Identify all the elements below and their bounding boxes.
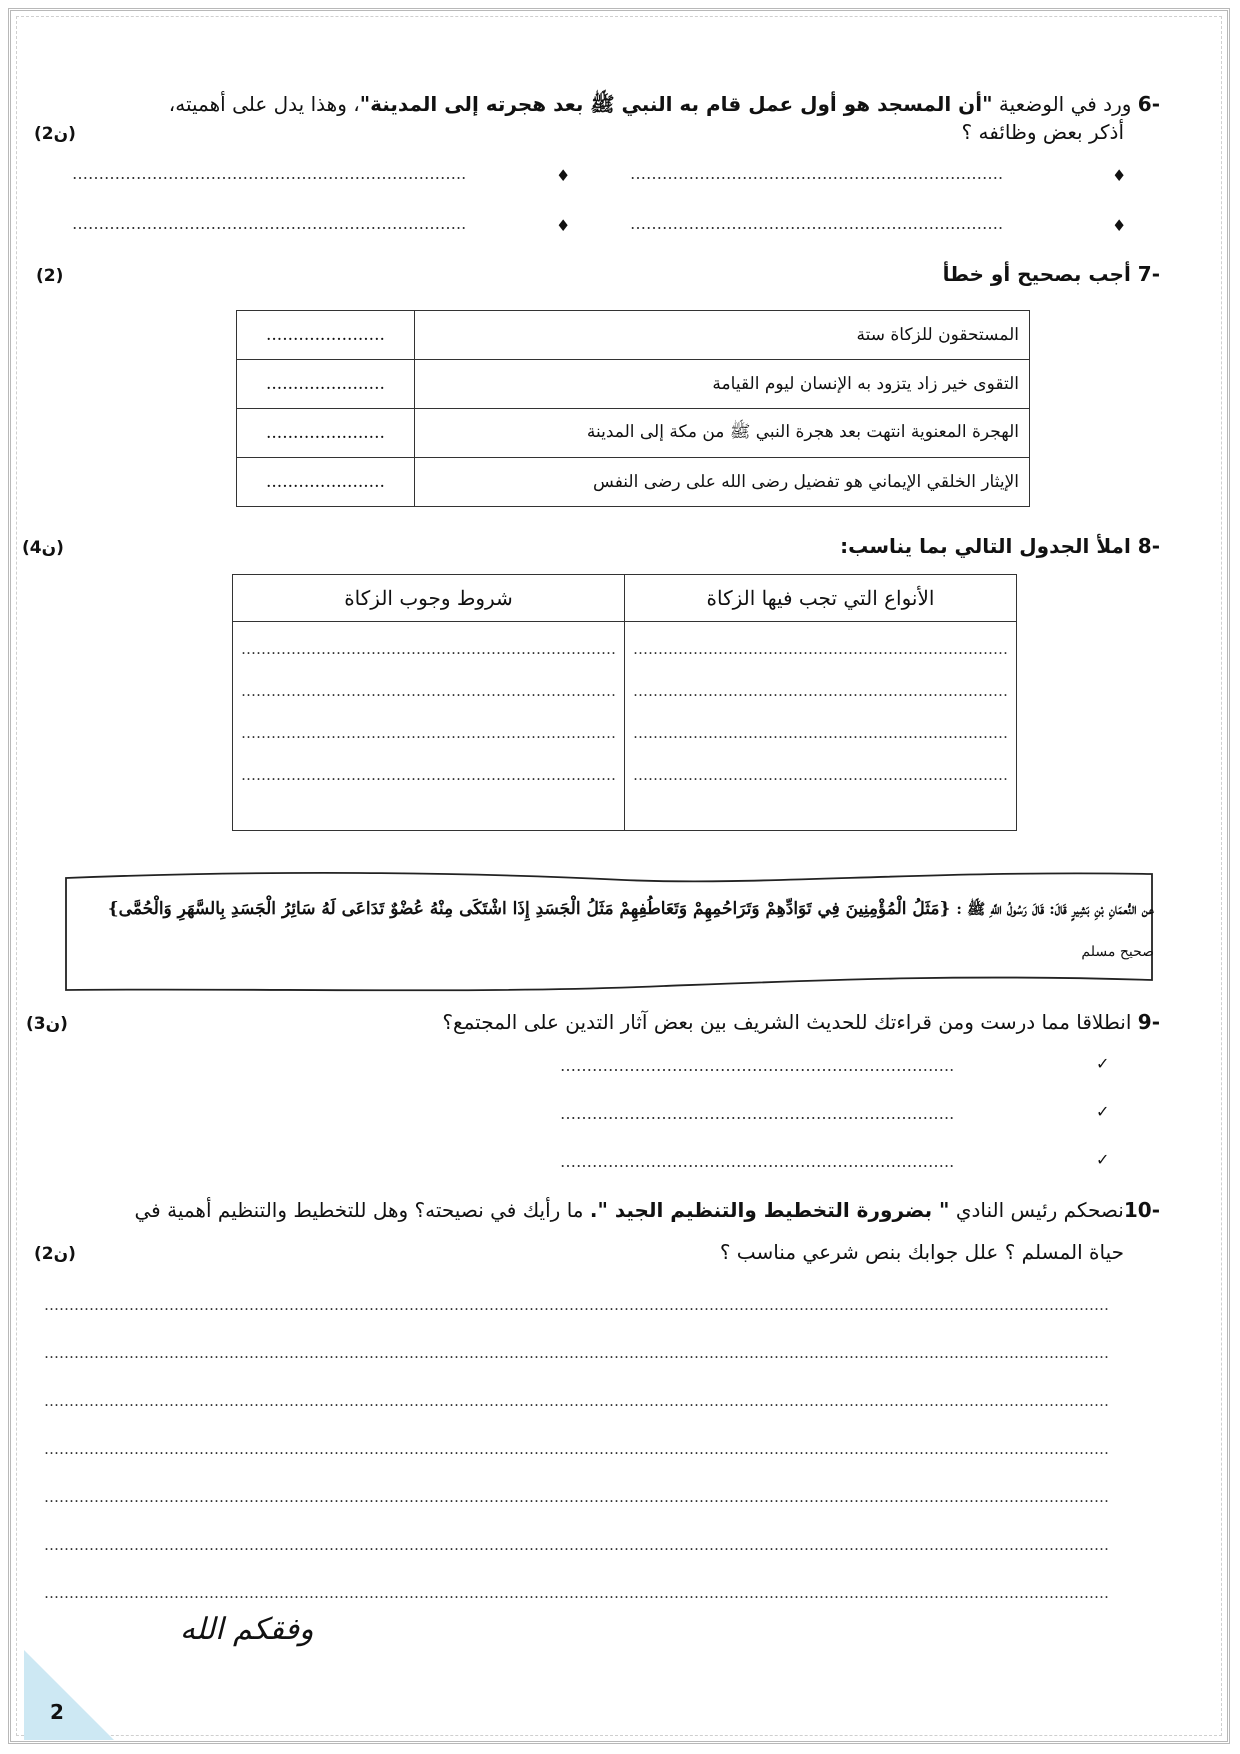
table-row [237, 311, 1030, 360]
q8-col-left-cell [233, 622, 625, 831]
q8-right-answer-1[interactable]: ………………………………………………………………… [633, 640, 1008, 658]
q8-points: (4ن) [22, 538, 64, 558]
q8-right-answer-2[interactable]: ………………………………………………………………… [633, 682, 1008, 700]
q7-table [236, 310, 1030, 507]
q9-check-2: ✓ [1096, 1102, 1110, 1121]
q9-answer-2[interactable]: ……………………………………………………………….. [560, 1104, 955, 1123]
q8-left-answer-4[interactable]: ………………………………………………………………… [241, 766, 616, 784]
q10-answer-line-2[interactable]: …………………………………………………………………………………………………………………………………………………………………………………………… [44, 1344, 1109, 1362]
q8-number: -8 [1137, 534, 1160, 558]
q6-number: -6 [1137, 92, 1160, 116]
q10-number: -10 [1123, 1198, 1160, 1222]
q10-line1 [70, 1198, 1160, 1222]
q10-answer-line-1[interactable]: …………………………………………………………………………………………………………………………………………………………………………………………… [44, 1296, 1109, 1314]
q10-line1-bold: " بضرورة التخطيط والتنظيم الجيد ". [589, 1198, 950, 1222]
q7-answer-2[interactable]: ...................... [237, 360, 415, 409]
q6-bullet-3: ♦ [1112, 216, 1127, 235]
table-row [237, 360, 1030, 409]
q8-right-answer-3[interactable]: ………………………………………………………………… [633, 724, 1008, 742]
q6-bullet-4: ♦ [556, 216, 571, 235]
q8-heading [560, 534, 1160, 558]
q6-bullet-1: ♦ [1112, 166, 1127, 185]
q8-right-answer-4[interactable]: ………………………………………………………………… [633, 766, 1008, 784]
q6-bullet-2: ♦ [556, 166, 571, 185]
table-header-row [233, 575, 1017, 622]
q6-answer-2[interactable]: ……………………………………………………………….. [72, 164, 467, 183]
q7-statement-2: التقوى خير زاد يتزود به الإنسان ليوم القيامة [414, 360, 1029, 409]
q9-points: (3ن) [26, 1014, 68, 1034]
q7-statement-3: الهجرة المعنوية انتهت بعد هجرة النبي ﷺ من مكة إلى المدينة [414, 409, 1029, 458]
q7-statement-1: المستحقون للزكاة ستة [414, 311, 1029, 360]
hadith-text: {مَثَلُ الْمُؤْمِنِينَ فِي تَوَادِّهِمْ وَتَرَاحُمِهِمْ وَتَعَاطُفِهِمْ مَثَلُ الْجَسَدِ إِذَا اشْتَكَى مِنْهُ عُضْوٌ تَدَاعَى لَهُ سَائِرُ الْجَسَدِ بِالسَّهَرِ وَالْحُمَّى} [107, 899, 951, 919]
table-row [237, 409, 1030, 458]
q10-answer-line-6[interactable]: …………………………………………………………………………………………………………………………………………………………………………………………… [44, 1536, 1109, 1554]
q6-answer-3[interactable]: ……………………………………………………………. [630, 214, 1004, 233]
q7-statement-4: الإيثار الخلقي الإيماني هو تفضيل رضى الله على رضى النفس [414, 458, 1029, 507]
q7-answer-3[interactable]: ...................... [237, 409, 415, 458]
q8-title: املأ الجدول التالي بما يناسب: [840, 534, 1131, 558]
q9-text: انطلاقا مما درست ومن قراءتك للحديث الشريف بين بعض آثار التدين على المجتمع؟ [442, 1010, 1132, 1034]
q6-answer-4[interactable]: ……………………………………………………………….. [72, 214, 467, 233]
q6-line1-post: ، وهذا يدل على أهميته، [168, 92, 360, 116]
q8-left-answer-1[interactable]: ………………………………………………………………… [241, 640, 616, 658]
q7-answer-4[interactable]: ...................... [237, 458, 415, 507]
hadith-source: صحيح مسلم [1081, 944, 1154, 960]
q9-answer-3[interactable]: ……………………………………………………………….. [560, 1152, 955, 1171]
q7-points: (2) [36, 266, 64, 286]
q9-number: -9 [1137, 1010, 1160, 1034]
q10-line1-post: ما رأيك في نصيحته؟ وهل للتخطيط والتنظيم أهمية في [134, 1198, 590, 1222]
q10-line1-pre: نصحكم رئيس النادي [949, 1198, 1124, 1222]
q7-title: أجب بصحيح أو خطأ [942, 262, 1131, 286]
q9-check-3: ✓ [1096, 1150, 1110, 1169]
q8-table [232, 574, 1017, 831]
q9-answer-1[interactable]: ……………………………………………………………….. [560, 1056, 955, 1075]
q6-line1-pre: ورد في الوضعية [992, 92, 1132, 116]
q6-line2: أذكر بعض وظائفه ؟ [961, 120, 1124, 144]
q10-answer-line-4[interactable]: …………………………………………………………………………………………………………………………………………………………………………………………… [44, 1440, 1109, 1458]
q8-col-right-cell [625, 622, 1017, 831]
hadith-narrator: عن النُّعمَانِ بْنِ بَشِيرٍ قَالَ: قَالَ رَسُولُ اللَّهِ ﷺ : [956, 900, 1154, 918]
q10-answer-line-3[interactable]: …………………………………………………………………………………………………………………………………………………………………………………………… [44, 1392, 1109, 1410]
q10-points: (2ن) [34, 1244, 76, 1264]
q10-line2: حياة المسلم ؟ علل جوابك بنص شرعي مناسب ؟ [719, 1240, 1124, 1264]
q8-left-answer-3[interactable]: ………………………………………………………………… [241, 724, 616, 742]
q6-answer-1[interactable]: ……………………………………………………………. [630, 164, 1004, 183]
q9-line [160, 1010, 1160, 1034]
q7-answer-1[interactable]: ...................... [237, 311, 415, 360]
q10-answer-line-7[interactable]: …………………………………………………………………………………………………………………………………………………………………………………………… [44, 1584, 1109, 1602]
q6-line1-bold: "أن المسجد هو أول عمل قام به النبي ﷺ بعد هجرته إلى المدينة" [359, 92, 993, 116]
q10-answer-line-5[interactable]: …………………………………………………………………………………………………………………………………………………………………………………………… [44, 1488, 1109, 1506]
q8-col-left-header: شروط وجوب الزكاة [233, 575, 625, 622]
page-corner-decoration [24, 1650, 114, 1740]
table-row [233, 622, 1017, 831]
q8-col-right-header: الأنواع التي تجب فيها الزكاة [625, 575, 1017, 622]
q7-number: -7 [1137, 262, 1160, 286]
q7-heading [560, 262, 1160, 286]
hadith-text-block [84, 888, 1154, 973]
q9-check-1: ✓ [1096, 1054, 1110, 1073]
page-number: 2 [50, 1700, 64, 1724]
q6-line1 [80, 92, 1160, 121]
table-row [237, 458, 1030, 507]
closing-calligraphy: وفقكم الله [180, 1612, 314, 1647]
q6-points: (2ن) [34, 124, 76, 144]
q8-left-answer-2[interactable]: ………………………………………………………………… [241, 682, 616, 700]
